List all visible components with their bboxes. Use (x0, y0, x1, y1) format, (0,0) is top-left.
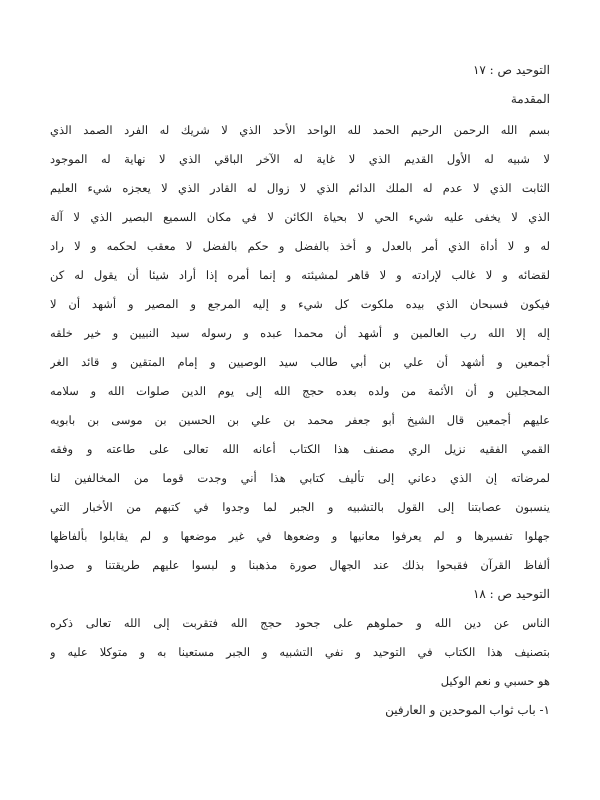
text-line: بسم الله الرحمن الرحيم الحمد لله الواحد الأحد الذي لا شريك له الفرد الصمد الذي (50, 123, 550, 137)
text-line: ألفاظ القرآن فقبحوا بذلك عند الجهال صورة مذهبنا و لبسوا عليهم طريقتنا و صدوا (50, 558, 550, 572)
text-line: له و لا أداة الذي أمر بالعدل و أخذ بالفضل و حكم بالفضل لا معقب لحكمه و لا راد (50, 239, 550, 253)
text-line: لا شبيه له الأول القديم الذي لا غاية له الآخر الباقي الذي لا نهاية له الموجود (50, 152, 550, 166)
text-line: لقضائه و لا غالب لإرادته و لا قاهر لمشيئته و إنما أمره إذا أراد شيئا أن يقول له كن (50, 268, 550, 282)
section-title: المقدمة (510, 92, 550, 106)
page-reference-18: التوحيد ص : ١٨ (472, 587, 550, 601)
page-reference-17: التوحيد ص : ١٧ (472, 63, 550, 77)
text-line: أجمعين و أشهد أن علي بن أبي طالب سيد الوصيين و إمام المتقين و قائد الغر (50, 355, 550, 369)
text-line: فيكون فسبحان الذي بيده ملكوت كل شيء و إليه المرجع و المصير و أشهد أن لا (50, 297, 550, 311)
text-line: الثابت الذي لا عدم له الملك الدائم الذي لا زوال له القادر الذي لا يعجزه شيء العليم (50, 181, 550, 195)
text-line: المحجلين و أن الأئمة من ولده بعده حجج الله إلى يوم الدين صلوات الله و سلامه (50, 384, 550, 398)
chapter-heading: ١- باب ثواب الموحدين و العارفين (385, 703, 550, 717)
text-line: القمي الفقيه نزيل الري مصنف هذا الكتاب أعانه الله تعالى على طاعته و وفقه (50, 442, 550, 456)
text-line: لمرضاته إن الذي دعاني إلى تأليف كتابي هذا أني وجدت قوما من المخالفين لنا (50, 471, 550, 485)
text-line: جهلوا تفسيرها و لم يعرفوا معانيها و وضعوها في غير موضعها و لم يقابلوا بألفاظها (50, 529, 550, 543)
text-line: بتصنيف هذا الكتاب في التوحيد و نفي التشبيه و الجبر مستعينا به و متوكلا عليه و (50, 645, 550, 659)
text-line: هو حسبي و نعم الوكيل (440, 674, 550, 688)
text-line: ينسبون عصابتنا إلى القول بالتشبيه و الجبر لما وجدوا في كتبهم من الأخبار التي (50, 500, 550, 514)
text-line: عليهم أجمعين قال الشيخ أبو جعفر محمد بن علي بن الحسين بن موسى بن بابويه (50, 413, 550, 427)
text-line: إله إلا الله رب العالمين و أشهد أن محمدا عبده و رسوله سيد النبيين و خير خلقه (50, 326, 550, 340)
text-line: الذي لا يخفى عليه شيء الحي لا بحياة الكائن لا في مكان السميع البصير الذي لا آلة (50, 210, 550, 224)
text-line: الناس عن دين الله و حملوهم على جحود حجج الله فتقربت إلى الله تعالى ذكره (50, 616, 550, 630)
